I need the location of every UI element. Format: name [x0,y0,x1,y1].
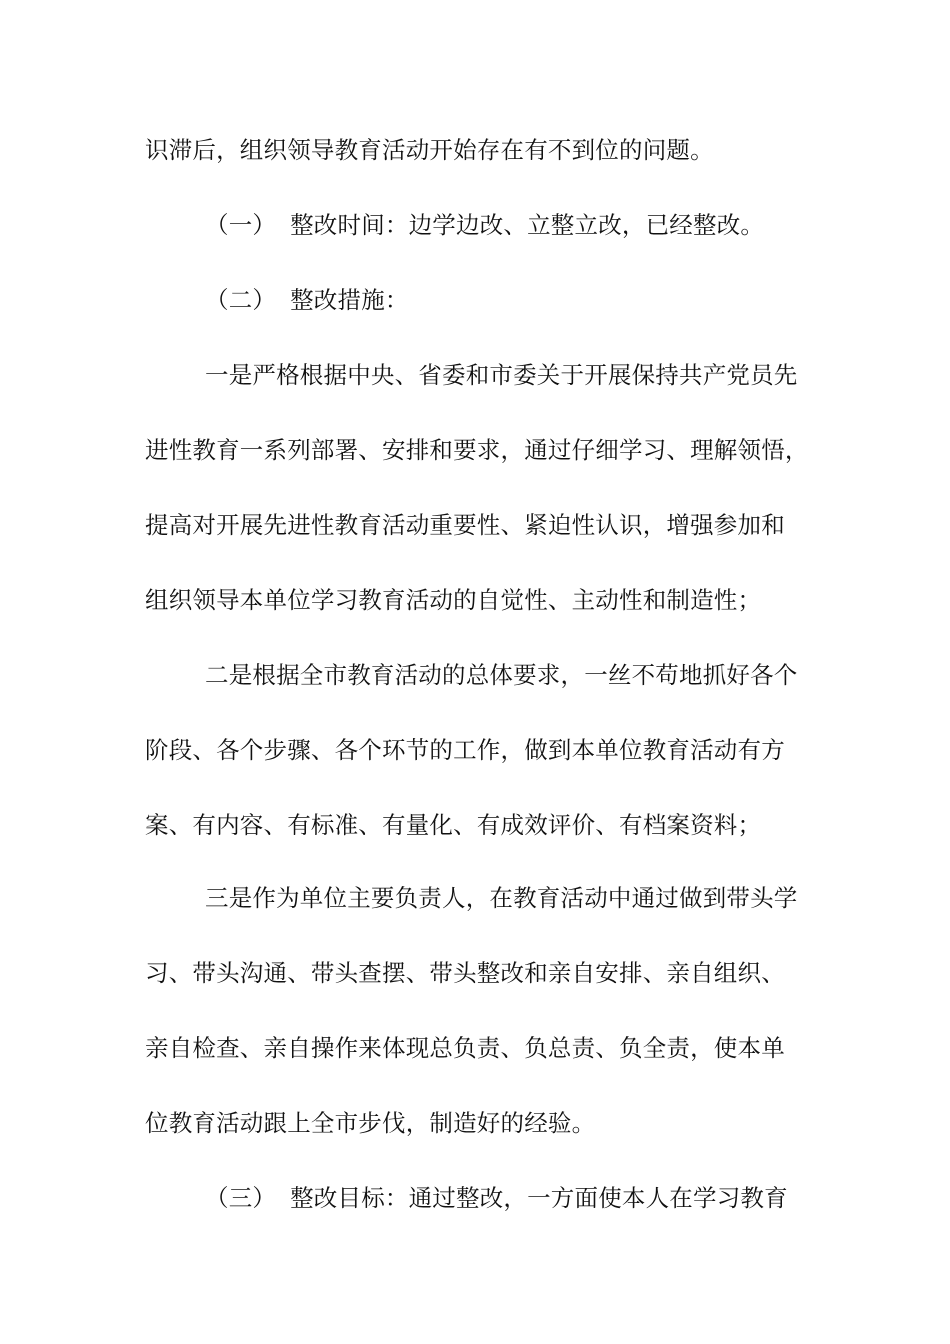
section-number: （一） [205,211,277,239]
section-number: （三） [205,1184,277,1212]
section-heading-2 [205,280,885,320]
line-text: 进性教育一系列部署、安排和要求，通过仔细学习、理解领悟， [145,436,809,464]
line-text: 组织领导本单位学习教育活动的自觉性、主动性和制造性； [145,586,762,614]
section-heading-3 [205,1178,885,1218]
text-line-12 [145,953,825,993]
section-text: 整改时间：边学边改、立整立改，已经整改。 [290,211,765,239]
text-line-1 [145,130,825,170]
text-line-7 [145,580,825,620]
text-line-4 [205,355,885,395]
text-line-9 [145,730,825,770]
line-text: 阶段、各个步骤、各个环节的工作，做到本单位教育活动有方 [145,736,785,764]
line-text: 习、带头沟通、带头查摆、带头整改和亲自安排、亲自组织、 [145,959,785,987]
text-line-8 [205,655,885,695]
line-text: 识滞后，组织领导教育活动开始存在有不到位的问题。 [145,136,714,164]
line-text: 位教育活动跟上全市步伐，制造好的经验。 [145,1109,596,1137]
text-line-11 [205,878,885,918]
line-text: 一是严格根据中央、省委和市委关于开展保持共产党员先 [205,361,798,389]
line-text: 提高对开展先进性教育活动重要性、紧迫性认识，增强参加和 [145,511,785,539]
text-line-10 [145,805,825,845]
section-heading-1 [205,205,885,245]
text-line-13 [145,1028,825,1068]
line-text: 二是根据全市教育活动的总体要求，一丝不苟地抓好各个 [205,661,798,689]
section-text: 整改措施： [290,286,409,314]
section-text: 整改目标：通过整改，一方面使本人在学习教育 [290,1184,788,1212]
line-text: 三是作为单位主要负责人，在教育活动中通过做到带头学 [205,884,798,912]
section-number: （二） [205,286,277,314]
text-line-5 [145,430,825,470]
text-line-14 [145,1103,825,1143]
line-text: 案、有内容、有标准、有量化、有成效评价、有档案资料； [145,811,762,839]
line-text: 亲自检查、亲自操作来体现总负责、负总责、负全责，使本单 [145,1034,785,1062]
text-line-6 [145,505,825,545]
